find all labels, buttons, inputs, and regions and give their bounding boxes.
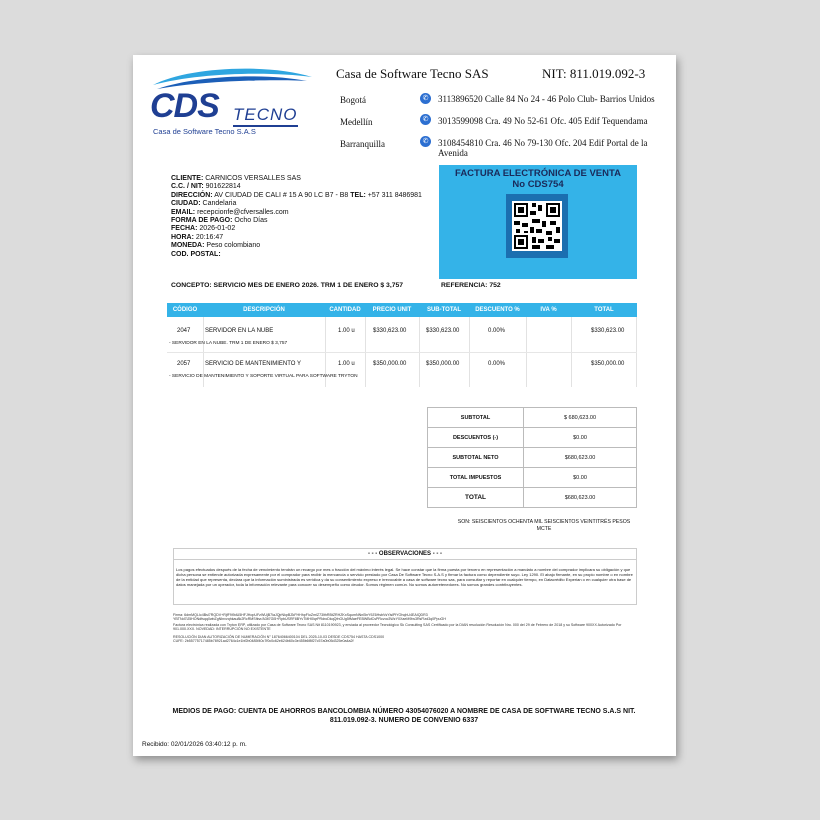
signature-hash: Firma: 6dmMQLIc4Bsl7RQDV+RjfF9l9dU5HFJHopUFzWUjB7laJQjrNkpBZkFHHhpFIoZmlZ73lthRBtZRHZKxSqumNNnl5nY9Z6HsbVsYlslPlYOhqhU4EAIQDR3	[173, 613, 428, 617]
client-label: MONEDA:	[171, 242, 205, 250]
client-line	[171, 217, 431, 225]
client-label: CLIENTE:	[171, 175, 204, 182]
cell-quantity: 1.00 u	[338, 361, 355, 367]
client-label: HORA:	[171, 233, 194, 241]
cell-subtotal: $350,000.00	[426, 361, 460, 367]
summary-value: $680,623.00	[524, 488, 637, 508]
client-value: Candelaria	[202, 200, 237, 208]
cell-quantity: 1.00 u	[338, 328, 355, 334]
summary-row	[428, 488, 637, 508]
summary-label: SUBTOTAL NETO	[428, 448, 524, 468]
col-header: DESCUENTO %	[475, 307, 520, 313]
client-value: +57 311 8486981	[367, 191, 422, 199]
summary-value: $680,623.00	[524, 448, 637, 468]
cell-subtotal: $330,623.00	[426, 328, 460, 334]
client-line	[171, 209, 431, 217]
logo-tecno-text: TECNO	[233, 105, 298, 127]
client-value: AV CIUDAD DE CALI # 15 A 90 LC B7 - B8	[214, 191, 349, 199]
observations-box	[173, 548, 637, 605]
summary-table	[427, 407, 637, 508]
client-line	[171, 200, 431, 208]
summary-row	[428, 428, 637, 448]
table-row	[167, 325, 637, 337]
observations-text: Los pagos efectuados después de la fecha de vencimiento tendrán un recargo por mes o fracción del máximo interés legal. Se hace constar que la firma puesta por tercero en representación a mandato a nombre del comprador implicara su obligación y que dicha persona se entiende autorizada expresamente por el comprador para recibir la mercancía o servicio prestado por Casa De Software Tecno S.A.S y firmar la factura como dependiente suyo. Ley 1290. El abajo firmante, en su propio nombre o en nombre de la entidad que representa, declara que la información suministrada es verídica y da su consentimiento expreso e irrevocable a casa de software tecno sas, para consultar y reportar en cualquier tiempo, en Datacrédito Experian o en cualquier otra base de datos manejada por un operador, toda la información relevante para conocer su desempeño como deudor. Somos régimen común. No somos autorretenedores. No somos grandes contribuyentes.	[176, 567, 633, 587]
summary-row	[428, 408, 637, 428]
col-header: CANTIDAD	[329, 307, 361, 313]
client-value: 20:16:47	[195, 233, 224, 241]
summary-row	[428, 448, 637, 468]
cell-price: $330,623.00	[373, 328, 407, 334]
client-label: EMAIL:	[171, 208, 196, 216]
col-header: IVA %	[540, 307, 557, 313]
summary-label: SUBTOTAL	[428, 408, 524, 428]
col-header: TOTAL	[594, 307, 614, 313]
client-line	[171, 183, 431, 191]
company-logo	[147, 63, 317, 143]
invoice-page	[133, 55, 676, 756]
client-value: 901622814	[205, 183, 241, 191]
office-address: 3113896520 Calle 84 No 24 - 46 Polo Club- Barrios Unidos	[438, 94, 655, 104]
payment-methods: MEDIOS DE PAGO: CUENTA DE AHORROS BANCOLOMBIA NÚMERO 43054076020 A NOMBRE DE CASA DE SOFTWARE TECNO S.A.S NIT. 811.019.092-3. NUMERO DE CONVENIO 6337	[172, 708, 636, 724]
client-line	[171, 251, 431, 259]
office-city: Bogotá	[340, 95, 366, 105]
client-value: Ocho Días	[234, 217, 268, 225]
provider-text: Factura electrónica realizada con Tryton ERP, utilizado por Casa de Software Tecno SAS Nit 8110190923, y enviada al proveedor Tecnológico Sk Consulting SAS Certificado por la DIAN resolución Resolución Nro. 000 del 29 de Febrero de 2018 y su Software 900XX Autorizado Por 901.000.XXX. NOVEDAD: INTERRUPCIÓN NO EXISTENTE	[173, 622, 622, 632]
col-header: CÓDIGO	[172, 307, 198, 313]
cell-description: SERVICIO DE MANTENIMIENTO Y	[205, 361, 302, 367]
client-value: CARNICOS VERSALLES SAS	[205, 175, 301, 182]
concept-text: CONCEPTO: SERVICIO MES DE ENERO 2026. TRM 1 DE ENERO $ 3,757	[171, 282, 404, 289]
client-label: C.C. / NIT:	[171, 183, 204, 191]
logo-cds-text: CDS	[150, 87, 219, 125]
cell-description: SERVIDOR EN LA NUBE	[205, 328, 274, 334]
company-nit: NIT: 811.019.092-3	[542, 66, 646, 81]
invoice-title-box	[439, 165, 637, 279]
phone-icon: ✆	[420, 93, 431, 104]
observations-title: - - - OBSERVACIONES - - -	[174, 549, 636, 560]
invoice-number: No CDS754	[512, 179, 564, 190]
client-label: CIUDAD:	[171, 200, 201, 208]
client-label: COD. POSTAL:	[171, 250, 221, 258]
phone-icon: ✆	[420, 114, 431, 125]
office-address: 3013599098 Cra. 49 No 52-61 Ofc. 405 Edif Tequendama	[438, 116, 648, 126]
client-value: Peso colombiano	[206, 242, 261, 250]
cell-total: $350,000.00	[591, 361, 625, 367]
client-value: recepcionfe@cfversalles.com	[197, 208, 289, 216]
client-label: FECHA:	[171, 225, 198, 233]
row-note: - SERVICIO DE MANTENIMIENTO Y SOPORTE VIRTUAL PARA SOFTWARE TRYTON	[169, 374, 358, 379]
qr-code-icon	[512, 200, 562, 252]
amount-in-words: SON: SEISCIENTOS OCHENTA MIL SEISCIENTOS VEINTITRÉS PESOS MCTE	[457, 519, 631, 532]
client-label: DIRECCIÓN:	[171, 191, 213, 199]
client-label: TEL:	[350, 191, 366, 199]
summary-label: DESCUENTOS (-)	[428, 428, 524, 448]
phone-icon: ✆	[420, 136, 431, 147]
invoice-title: FACTURA ELECTRÓNICA DE VENTA	[455, 168, 621, 179]
row-note: - SERVIDOR EN LA NUBE. TRM 1 DE ENERO $ 3,757	[169, 341, 288, 346]
table-row	[167, 358, 637, 370]
client-line	[171, 242, 431, 250]
received-stamp: Recibido: 02/01/2026 03:40:12 p. m.	[142, 741, 247, 748]
client-line	[171, 234, 431, 242]
client-line	[171, 192, 431, 200]
company-name: Casa de Software Tecno SAS	[336, 66, 489, 81]
cell-code: 2047	[177, 328, 191, 334]
cell-discount: 0.00%	[488, 328, 506, 334]
divider	[167, 352, 637, 353]
cell-discount: 0.00%	[488, 361, 506, 367]
summary-row	[428, 468, 637, 488]
summary-value: $ 680,623.00	[524, 408, 637, 428]
col-header: DESCRIPCIÓN	[243, 307, 285, 313]
summary-value: $0.00	[524, 468, 637, 488]
client-label: FORMA DE PAGO:	[171, 217, 233, 225]
office-city: Medellín	[340, 117, 373, 127]
cell-total: $330,623.00	[591, 328, 625, 334]
logo-tagline: Casa de Software Tecno S.A.S	[153, 127, 256, 136]
signature-hash-2: YBTNd7lJ5HONdfsqq0wbZgNlnvvqhkau8k2RcRMSfkvr/A3lt7Gl5+RpbUSRF8BYvTMHI0qrPRdroDkqQfnOUg5fMaeFEBWBdCsPRcvoc3WzY0XaeM9Iw3RsFlzd3q0PpuGH	[173, 617, 446, 622]
summary-label: TOTAL	[428, 488, 524, 508]
client-value: 2026-01-02	[199, 225, 236, 233]
client-line	[171, 175, 431, 183]
fine-print	[173, 613, 635, 643]
qr-frame	[506, 194, 568, 258]
cell-code: 2057	[177, 361, 191, 367]
items-table-header	[167, 303, 637, 317]
client-info	[171, 175, 431, 259]
col-header: SUB-TOTAL	[426, 307, 462, 313]
cell-price: $350,000.00	[373, 361, 407, 367]
resolution-text: RESOLUCIÓN DIAN AUTORIZACIÓN DE NUMERACIÓN N° 18764066400104 DEL 2025-10-03 DESDE CDS754 HASTA CDS1000	[173, 634, 385, 639]
office-city: Barranquilla	[340, 139, 385, 149]
client-line	[171, 225, 431, 233]
cufe-text: CUFE: 2b55775717485b78921ad2764c1e1bf2b0485f40c7f0c0c62e624b60c3e455b6f8f27c57a0b05d325e0a4a2f	[173, 639, 354, 644]
col-header: PRECIO UNIT	[372, 307, 412, 313]
office-address: 3108454810 Cra. 46 No 79-130 Ofc. 204 Edif Portal de la Avenida	[438, 138, 648, 158]
summary-label: TOTAL IMPUESTOS	[428, 468, 524, 488]
summary-value: $0.00	[524, 428, 637, 448]
reference-text: REFERENCIA: 752	[441, 282, 501, 289]
